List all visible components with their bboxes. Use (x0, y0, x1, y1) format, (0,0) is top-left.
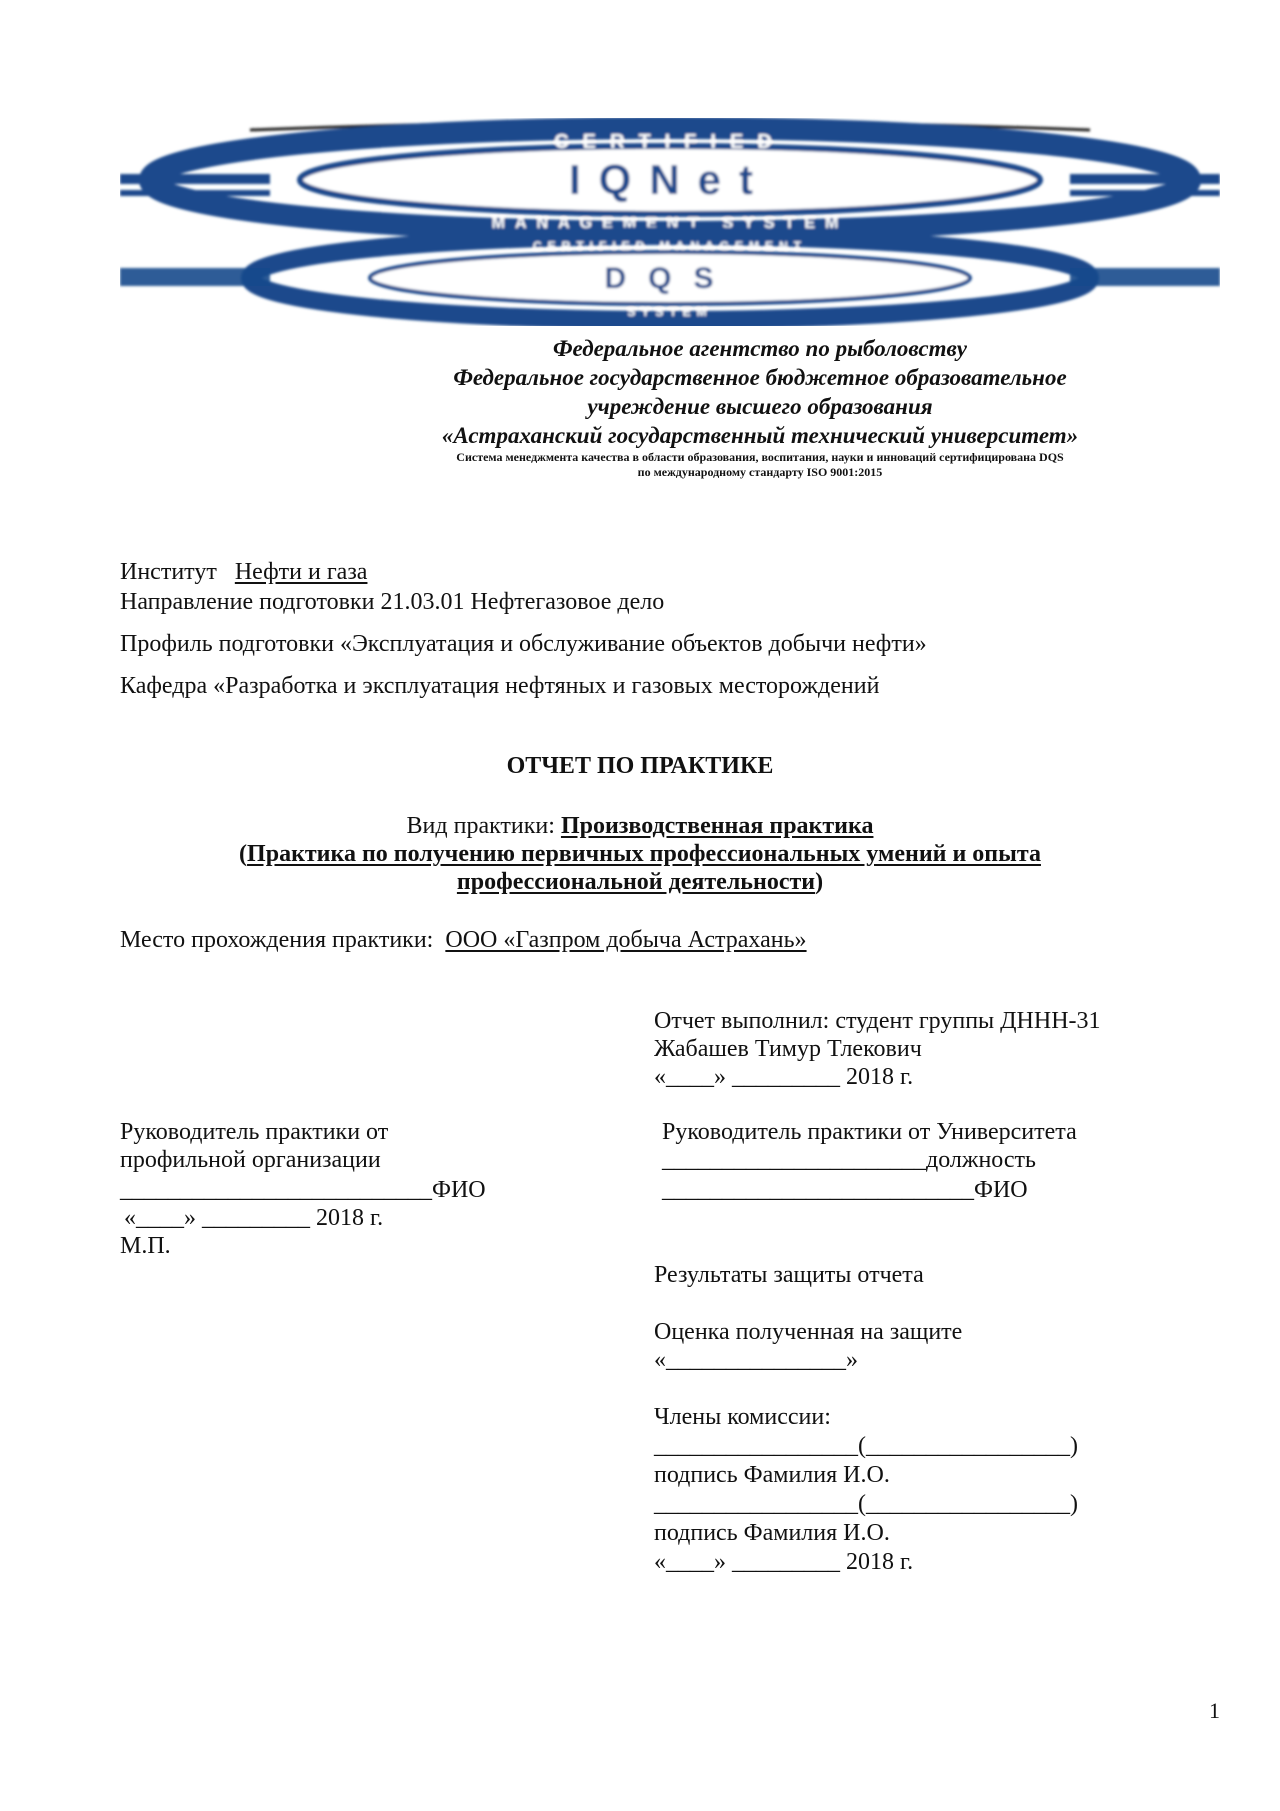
commission-sign-line1: _________________(_________________) (654, 1433, 1078, 1459)
org-supervisor-fio: __________________________ФИО (120, 1177, 486, 1203)
practice-place-label: Место прохождения практики: (120, 927, 434, 953)
header-institution-line1: Федеральное государственное бюджетное образовательное (453, 365, 1067, 390)
uni-supervisor-position: ______________________должность (662, 1147, 1036, 1173)
grade-value: «_______________» (654, 1347, 858, 1373)
report-title: ОТЧЕТ ПО ПРАКТИКЕ (506, 753, 774, 779)
practice-place-line (120, 926, 807, 954)
department-line: Кафедра «Разработка и эксплуатация нефтяных и газовых месторождений (120, 673, 880, 699)
student-name: Жабашев Тимур Тлекович (654, 1036, 922, 1062)
header-university: «Астраханский государственный технический университет» (441, 423, 1079, 448)
practice-type-line (0, 812, 1280, 840)
practice-subtype-line2: профессиональной деятельности) (456, 869, 824, 895)
certification-logo (120, 118, 1220, 326)
stamp-label: М.П. (120, 1233, 171, 1259)
logo-text-top: CERTIFIED (554, 131, 786, 153)
student-date: «____» _________ 2018 г. (654, 1064, 914, 1090)
commission-sign-caption2: подпись Фамилия И.О. (654, 1520, 890, 1546)
logo-text-bottom: MANAGEMENT SYSTEM (491, 215, 849, 232)
practice-subtype-text1: Практика по получению первичных профессиональных умений и опыта (247, 841, 1041, 867)
commission-label: Члены комиссии: (654, 1404, 831, 1430)
results-title: Результаты защиты отчета (654, 1262, 924, 1288)
practice-subtype-text2: профессиональной деятельности (456, 869, 816, 895)
institute-label: Институт (120, 559, 217, 585)
org-supervisor-date: «____» _________ 2018 г. (124, 1205, 384, 1231)
uni-supervisor-line1: Руководитель практики от Университета (662, 1119, 1077, 1145)
commission-sign-line2: _________________(_________________) (654, 1491, 1078, 1517)
header-agency: Федеральное агентство по рыболовству (553, 336, 967, 361)
org-supervisor-line2: профильной организации (120, 1147, 381, 1173)
institute-line (120, 558, 367, 586)
profile-line: Профиль подготовки «Эксплуатация и обслуживание объектов добычи нефти» (120, 631, 927, 657)
logo-text-dqs: DQS (604, 262, 736, 295)
practice-place-value: ООО «Газпром добыча Астрахань» (445, 927, 807, 953)
direction-line: Направление подготовки 21.03.01 Нефтегазовое дело (120, 589, 665, 615)
practice-subtype-line1: (Практика по получению первичных профессиональных умений и опыта (239, 841, 1041, 867)
logo-text-lower-bottom: SYSTEM (627, 305, 713, 319)
page-number: 1 (1209, 1698, 1220, 1723)
institute-value: Нефти и газа (234, 559, 368, 585)
logo-text-lower-top: CERTIFIED MANAGEMENT (533, 239, 807, 253)
quality-statement-line1: Система менеджмента качества в области образования, воспитания, науки и инноваций сертифицирована DQS (456, 450, 1064, 464)
org-supervisor-line1: Руководитель практики от (120, 1119, 389, 1145)
student-line: Отчет выполнил: студент группы ДННН-31 (654, 1008, 1101, 1034)
practice-type-value: Производственная практика (560, 813, 874, 839)
commission-sign-caption1: подпись Фамилия И.О. (654, 1462, 890, 1488)
grade-label: Оценка полученная на защите (654, 1319, 963, 1345)
practice-type-label: Вид практики: (406, 813, 555, 839)
header-institution-line2: учреждение высшего образования (587, 394, 933, 419)
results-date: «____» _________ 2018 г. (654, 1549, 914, 1575)
logo-text-center: IQNet (568, 156, 772, 203)
uni-supervisor-fio: __________________________ФИО (662, 1177, 1028, 1203)
quality-statement-line2: по международному стандарту ISO 9001:2015 (637, 465, 883, 479)
